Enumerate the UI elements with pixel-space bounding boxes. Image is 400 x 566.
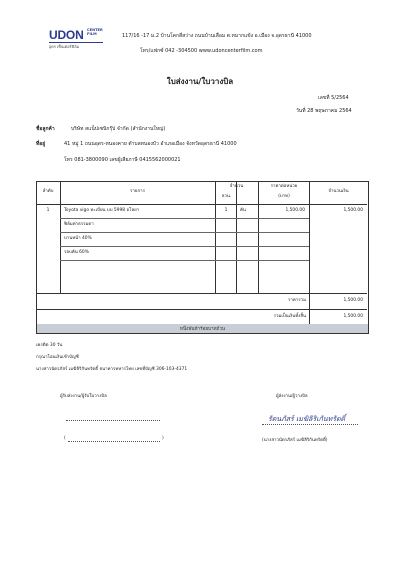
grand-total-value: 1,500.00 — [343, 314, 363, 319]
header-qty: จำนวน — [229, 184, 244, 189]
logo-underline — [49, 42, 103, 43]
bank-account: นางสาวนัตรภัสร์ เมฆิลิริกันทรัตติ์ ธนาคารทหารไทย เลขที่บัญชี 306-103-4371 — [36, 367, 188, 372]
row-divider — [60, 260, 309, 261]
row-3-item: บานหน้า 40% — [64, 236, 92, 241]
customer-name-label: ชื่อลูกค้า — [36, 126, 55, 132]
company-contact: โทร/แฟกซ์ 042 -304500 www.udoncenterfilm.com — [140, 48, 263, 54]
logo-subtitle: อุดร เซ็นเตอร์ฟิล์ม — [49, 44, 80, 49]
logo-text: UDON — [49, 28, 84, 42]
customer-address: 41 หมู่ 1 ถนนอุดร-หนองคาย ตำบลหนองบัว อำเภอเมือง จังหวัดอุดรธานี 41000 — [64, 141, 237, 147]
sender-name: (นางสาวนัตรภัสร์ เมฆิลิริกันทรัตติ์) — [262, 438, 328, 443]
logo-tag: CENTER FILM — [87, 28, 103, 36]
header-divider — [36, 204, 367, 205]
header-unit-price: ราคาต่อหน่วย — [270, 184, 298, 189]
sender-signature-line — [262, 424, 358, 425]
customer-phone: โทร 081-3800090 เลขผู้เสียภาษี 0415562000021 — [64, 157, 181, 163]
row-1-unit: คัน — [240, 208, 246, 213]
sender-label: ผู้ส่งงาน/ผู้วางบิล — [276, 394, 308, 399]
col-divider — [60, 181, 61, 293]
totals-divider — [36, 293, 367, 294]
row-1-no: 1 — [46, 208, 50, 213]
document-title: ใบส่งงาน/ใบวางบิล — [166, 77, 234, 86]
customer-address-label: ที่อยู่ — [36, 141, 46, 147]
document-number: เลขที่ 5/2564 — [318, 95, 349, 101]
header-qty-unit: ลวน. — [221, 194, 232, 199]
document-date: วันที่ 28 พฤษภาคม 2564 — [296, 108, 352, 114]
customer-name: บริษัท สแน็ปเซนิกรุ๊ป จำกัด (สำนักงานใหญ่) — [71, 126, 166, 132]
receiver-signature-line — [66, 420, 160, 421]
sender-signature: รัตนภัสร์ เมฆิลิริเกันทรัตติ์ — [268, 415, 346, 423]
receiver-name-line — [68, 441, 160, 442]
row-divider — [60, 218, 309, 219]
total-value: 1,500.00 — [343, 298, 363, 303]
company-address: 117/16 -17 ม.2 บ้านโคกสี่สว่าง ถนนบ้านเลื่อม ต.หมากแข้ง อ.เมือง จ.อุดรธานี 41000 — [122, 33, 312, 39]
header-unit-price-baht: (บาท) — [278, 194, 290, 199]
transfer-note: กรุณาโอนเงินเข้าบัญชี — [36, 355, 79, 360]
header-item: รายการ — [130, 189, 145, 194]
row-divider — [60, 232, 309, 233]
grand-total-label: รวมเป็นเงินทั้งสิ้น — [273, 314, 306, 319]
row-1-qty: 1 — [224, 208, 228, 213]
total-label: ราคารวม — [288, 298, 306, 303]
header-amount: จำนวนเงิน — [328, 189, 349, 194]
amount-in-words-banner — [36, 324, 369, 334]
credit-terms: เครดิต 30 วัน — [36, 343, 63, 348]
receiver-paren-open: ( — [64, 436, 66, 441]
row-1-amount: 1,500.00 — [343, 208, 363, 213]
company-logo — [49, 28, 105, 50]
header-no: ลำดับ — [42, 189, 54, 194]
amount-in-words: หนึ่งพันห้าร้อยบาทถ้วน — [179, 326, 226, 332]
receiver-paren-close: ) — [162, 436, 164, 441]
receiver-label: ผู้รับส่งงาน/ผู้รับใบวางบิล — [60, 394, 107, 399]
row-4-item: รอบคัน 60% — [64, 250, 89, 255]
row-1-item: Toyota vigo ทะเบียน บบ 5998 อโลยา — [64, 208, 140, 213]
row-divider — [60, 246, 309, 247]
row-1-price: 1,500.00 — [285, 208, 305, 213]
row-2-item: ฟิล์มค่าธรรมดา — [64, 222, 94, 227]
totals-divider — [36, 309, 367, 310]
